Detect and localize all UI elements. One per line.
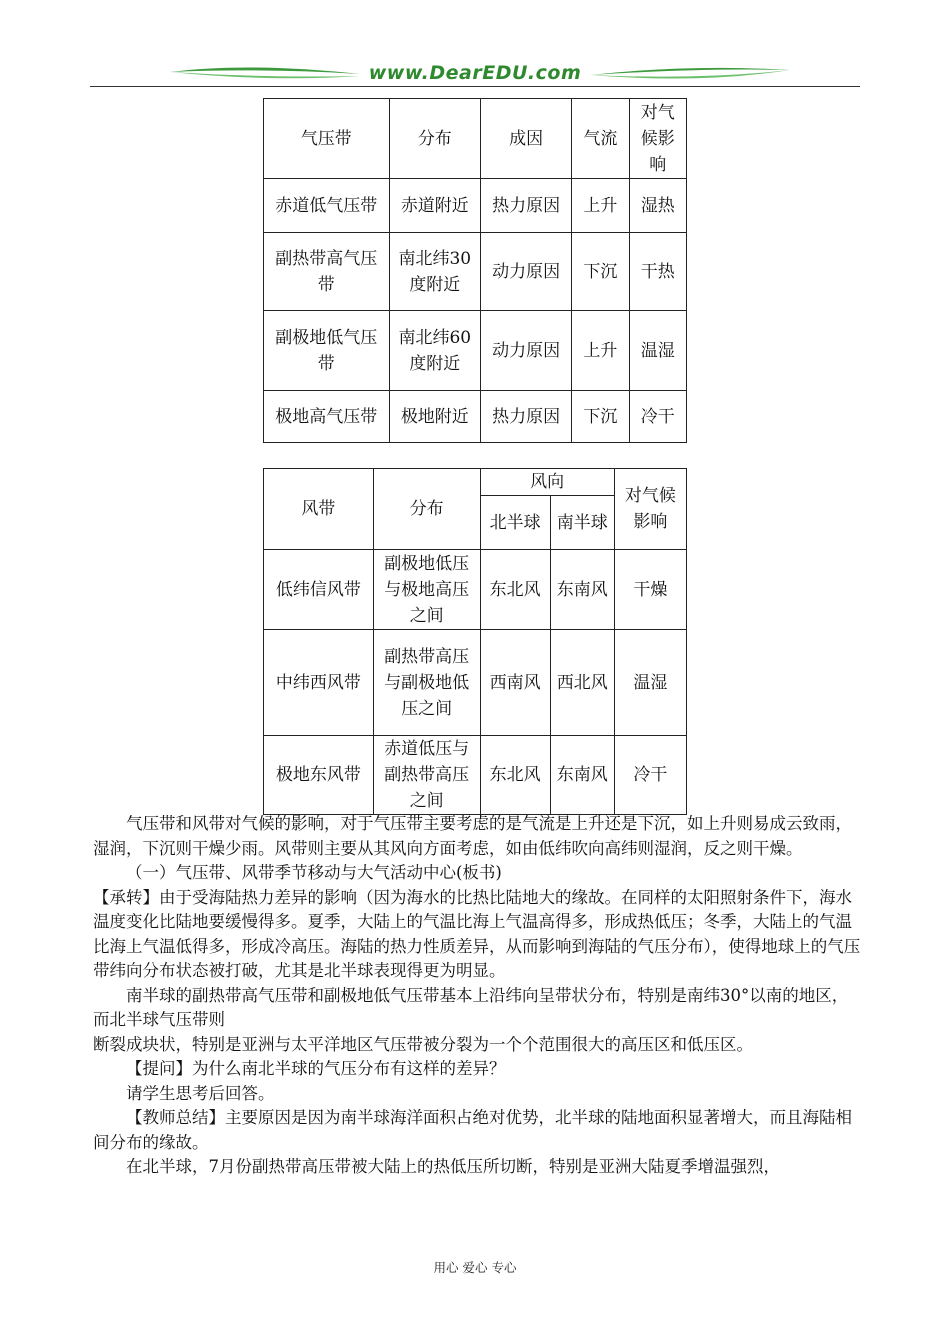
paragraph: 南半球的副热带高气压带和副极地低气压带基本上沿纬向呈带状分布，特别是南纬30°以南的地区，而北半球气压带则 [93, 985, 849, 1029]
page-header [90, 58, 860, 90]
table-cell: 西北风 [550, 630, 614, 736]
table-row [264, 736, 687, 815]
table-header-row [264, 469, 687, 496]
table-cell: 赤道低压与副热带高压之间 [373, 736, 480, 815]
table-cell: 温湿 [614, 630, 686, 736]
table-cell: 极地附近 [389, 391, 481, 443]
question: 【提问】为什么南北半球的气压分布有这样的差异？ [126, 1059, 506, 1078]
table-cell: 赤道附近 [389, 179, 481, 233]
table-cell: 热力原因 [481, 179, 572, 233]
header-cell: 对气候影响 [629, 99, 686, 179]
table-cell: 副极地低气压带 [264, 311, 390, 391]
table-cell: 副极地低压与极地高压之间 [373, 550, 480, 630]
table-cell: 湿热 [629, 179, 686, 233]
page-footer: 用心 爱心 专心 [433, 1260, 517, 1275]
site-logo[interactable]: www.DearEDU.com [368, 62, 582, 84]
table-cell: 赤道低气压带 [264, 179, 390, 233]
table-cell: 东北风 [480, 550, 550, 630]
header-cell: 分布 [389, 99, 481, 179]
paragraph: 【承转】由于受海陆热力差异的影响（因为海水的比热比陆地大的缘故。在同样的太阳照射条件下，海水温度变化比陆地要缓慢得多。夏季，大陆上的气温比海上气温高得多，形成热低压；冬季，大陆上的气温比海上气温低得多，形成冷高压。海陆的热力性质差异，从而影响到海陆的气压分布），使得地球上的气压带纬向分布状态被打破，尤其是北半球表现得更为明显。 [93, 887, 861, 980]
body-text [93, 812, 863, 1180]
table-cell: 干燥 [614, 550, 686, 630]
header-cell: 成因 [481, 99, 572, 179]
table-cell: 南北纬30度附近 [389, 233, 481, 311]
header-cell: 气压带 [264, 99, 390, 179]
table-cell: 南北纬60度附近 [389, 311, 481, 391]
table-cell: 下沉 [572, 233, 629, 311]
paragraph: 请学生思考后回答。 [126, 1083, 275, 1103]
table-row [264, 630, 687, 736]
header-rule [90, 86, 860, 87]
table-row [264, 391, 687, 443]
table-cell: 西南风 [480, 630, 550, 736]
table-cell: 东南风 [550, 736, 614, 815]
table-cell: 东北风 [480, 736, 550, 815]
paragraph: 断裂成块状，特别是亚洲与太平洋地区气压带被分裂为一个个范围很大的高压区和低压区。 [93, 1034, 753, 1054]
header-cell: 气流 [572, 99, 629, 179]
header-cell: 南半球 [550, 496, 614, 550]
table-cell: 副热带高压与副极地低压之间 [373, 630, 480, 736]
table-cell: 冷干 [629, 391, 686, 443]
table-row [264, 311, 687, 391]
table-cell: 动力原因 [481, 233, 572, 311]
table-header-row [264, 99, 687, 179]
table-cell: 下沉 [572, 391, 629, 443]
paragraph: 气压带和风带对气候的影响，对于气压带主要考虑的是气流是上升还是下沉，如上升则易成云致雨，湿润，下沉则干燥少雨。风带则主要从其风向方面考虑，如由低纬吹向高纬则湿润，反之则干燥。 [93, 814, 852, 858]
table-row [264, 550, 687, 630]
table-cell: 动力原因 [481, 311, 572, 391]
header-cell: 风带 [264, 469, 374, 550]
wind-belt-table [263, 468, 687, 815]
table-cell: 低纬信风带 [264, 550, 374, 630]
header-cell: 风向 [480, 469, 614, 496]
header-cell: 对气候影响 [614, 469, 686, 550]
table-cell: 热力原因 [481, 391, 572, 443]
section-heading: （一）气压带、风带季节移动与大气活动中心(板书) [126, 863, 502, 882]
table-cell: 极地东风带 [264, 736, 374, 815]
table-cell: 温湿 [629, 311, 686, 391]
table-cell: 上升 [572, 179, 629, 233]
table-row [264, 233, 687, 311]
table-cell: 干热 [629, 233, 686, 311]
pressure-belt-table [263, 98, 687, 443]
table-row [264, 179, 687, 233]
table-cell: 东南风 [550, 550, 614, 630]
header-cell: 分布 [373, 469, 480, 550]
table-cell: 副热带高气压带 [264, 233, 390, 311]
table-cell: 上升 [572, 311, 629, 391]
header-cell: 北半球 [480, 496, 550, 550]
table-cell: 极地高气压带 [264, 391, 390, 443]
table-cell: 中纬西风带 [264, 630, 374, 736]
table-cell: 冷干 [614, 736, 686, 815]
paragraph: 【教师总结】主要原因是因为南半球海洋面积占绝对优势，北半球的陆地面积显著增大，而且海陆相间分布的缘故。 [93, 1108, 852, 1152]
paragraph: 在北半球，7月份副热带高压带被大陆上的热低压所切断，特别是亚洲大陆夏季增温强烈， [126, 1157, 780, 1176]
